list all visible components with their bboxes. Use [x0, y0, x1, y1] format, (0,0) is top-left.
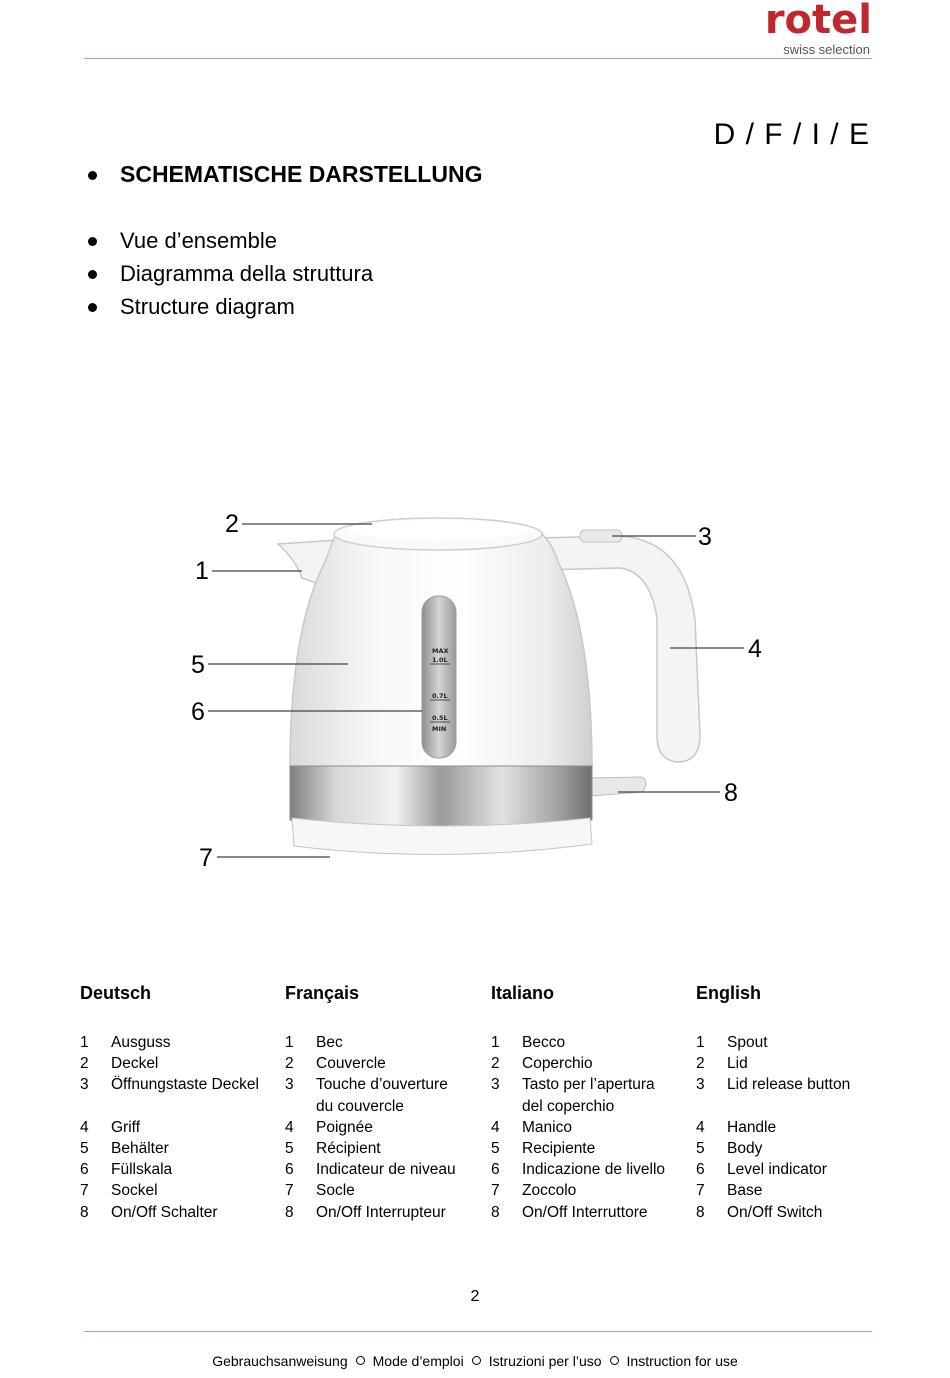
parts-list — [696, 1032, 896, 1223]
list-item: 8 On/Off Switch — [696, 1203, 823, 1221]
list-item: 5 Body — [696, 1140, 763, 1158]
callout-3: 3 — [698, 523, 712, 551]
list-item: 4 Poignée — [285, 1118, 373, 1136]
column-heading: Deutsch — [80, 983, 152, 1003]
list-item: du couvercle — [316, 1097, 404, 1115]
list-item: 8 On/Off Interruttore — [491, 1203, 648, 1221]
scale-low-label: 0.5L — [432, 714, 448, 722]
column-heading: Français — [285, 983, 360, 1003]
scale-min-label: MIN — [432, 725, 447, 733]
separator-circle-icon — [472, 1356, 481, 1365]
bullet-icon — [88, 171, 97, 180]
callout-1: 1 — [195, 557, 209, 585]
callout-8: 8 — [724, 779, 738, 807]
list-item: 7 Base — [696, 1182, 763, 1200]
kettle-diagram — [180, 500, 780, 900]
footer-item-de: Gebrauchsanweisung — [212, 1353, 348, 1369]
list-item: 5 Récipient — [285, 1140, 381, 1158]
parts-column-fr — [285, 982, 485, 1221]
list-item: 3 Touche d’ouverture — [285, 1076, 448, 1094]
subtitle-en: Structure diagram — [120, 294, 295, 319]
separator-circle-icon — [356, 1356, 365, 1365]
list-item: del coperchio — [522, 1097, 615, 1115]
callout-6: 6 — [191, 698, 205, 726]
footer-item-fr: Mode d’emploi — [372, 1353, 464, 1369]
switch-tab — [585, 777, 646, 796]
logo-wordmark: rotel — [764, 0, 872, 43]
callout-7: 7 — [199, 844, 213, 872]
parts-list — [491, 1032, 691, 1223]
list-item: 6 Indicateur de niveau — [285, 1161, 456, 1179]
list-item: 5 Recipiente — [491, 1140, 596, 1158]
list-item: 2 Lid — [696, 1055, 748, 1073]
list-item: 6 Indicazione de livello — [491, 1161, 666, 1179]
list-item: 1 Bec — [285, 1034, 343, 1051]
list-item: 4 Manico — [491, 1118, 572, 1136]
callout-5: 5 — [191, 651, 205, 679]
brand-logo — [724, 0, 872, 58]
list-item: 6 Füllskala — [80, 1161, 173, 1179]
parts-column-de — [80, 982, 280, 1221]
footer-item-it: Istruzioni per l’uso — [488, 1353, 602, 1369]
list-item: 5 Behälter — [80, 1140, 169, 1158]
header-rule — [84, 58, 872, 59]
scale-mid-label: 0.7L — [432, 692, 448, 700]
steel-band — [290, 766, 592, 827]
list-item — [80, 1096, 280, 1117]
list-item: 2 Couvercle — [285, 1055, 386, 1073]
section-title: SCHEMATISCHE DARSTELLUNG — [120, 161, 483, 187]
footer — [0, 1353, 950, 1369]
list-item: 1 Ausguss — [80, 1034, 171, 1051]
list-item: 2 Deckel — [80, 1055, 159, 1073]
list-item: 4 Handle — [696, 1118, 777, 1136]
subtitle-it: Diagramma della struttura — [120, 261, 374, 286]
scale-max-label: MAX — [432, 647, 449, 655]
parts-column-en — [696, 982, 896, 1221]
list-item: 2 Coperchio — [491, 1055, 593, 1073]
level-window — [422, 596, 456, 758]
list-item: 7 Socle — [285, 1182, 355, 1200]
list-item: 7 Zoccolo — [491, 1182, 577, 1200]
column-heading: English — [696, 983, 762, 1003]
list-item: 8 On/Off Interrupteur — [285, 1203, 446, 1221]
callout-4: 4 — [748, 635, 762, 663]
list-item: 1 Becco — [491, 1034, 566, 1051]
footer-rule — [84, 1331, 872, 1332]
column-heading: Italiano — [491, 983, 555, 1003]
list-item: 4 Griff — [80, 1118, 140, 1136]
list-item — [696, 1096, 896, 1117]
list-item: 7 Sockel — [80, 1182, 158, 1200]
list-item: 3 Lid release button — [696, 1076, 851, 1094]
page-number: 2 — [470, 1288, 480, 1305]
list-item: 8 On/Off Schalter — [80, 1203, 218, 1221]
parts-column-it — [491, 982, 691, 1221]
parts-list — [285, 1032, 485, 1223]
list-item: 1 Spout — [696, 1034, 768, 1051]
logo-tagline: swiss selection — [783, 42, 870, 57]
language-codes: D / F / I / E — [713, 118, 870, 151]
bullet-icon — [88, 303, 97, 312]
scale-max-value: 1.0L — [432, 656, 448, 664]
list-item: 3 Tasto per l’apertura — [491, 1076, 655, 1094]
footer-item-en: Instruction for use — [626, 1353, 738, 1369]
parts-list — [80, 1032, 280, 1223]
lid-highlight — [348, 520, 528, 540]
separator-circle-icon — [610, 1356, 619, 1365]
callout-2: 2 — [225, 510, 239, 538]
list-item: 6 Level indicator — [696, 1161, 827, 1179]
bullet-icon — [88, 237, 97, 246]
bullet-icon — [88, 270, 97, 279]
list-item: 3 Öffnungstaste Deckel — [80, 1076, 259, 1094]
subtitle-fr: Vue d’ensemble — [120, 228, 277, 253]
